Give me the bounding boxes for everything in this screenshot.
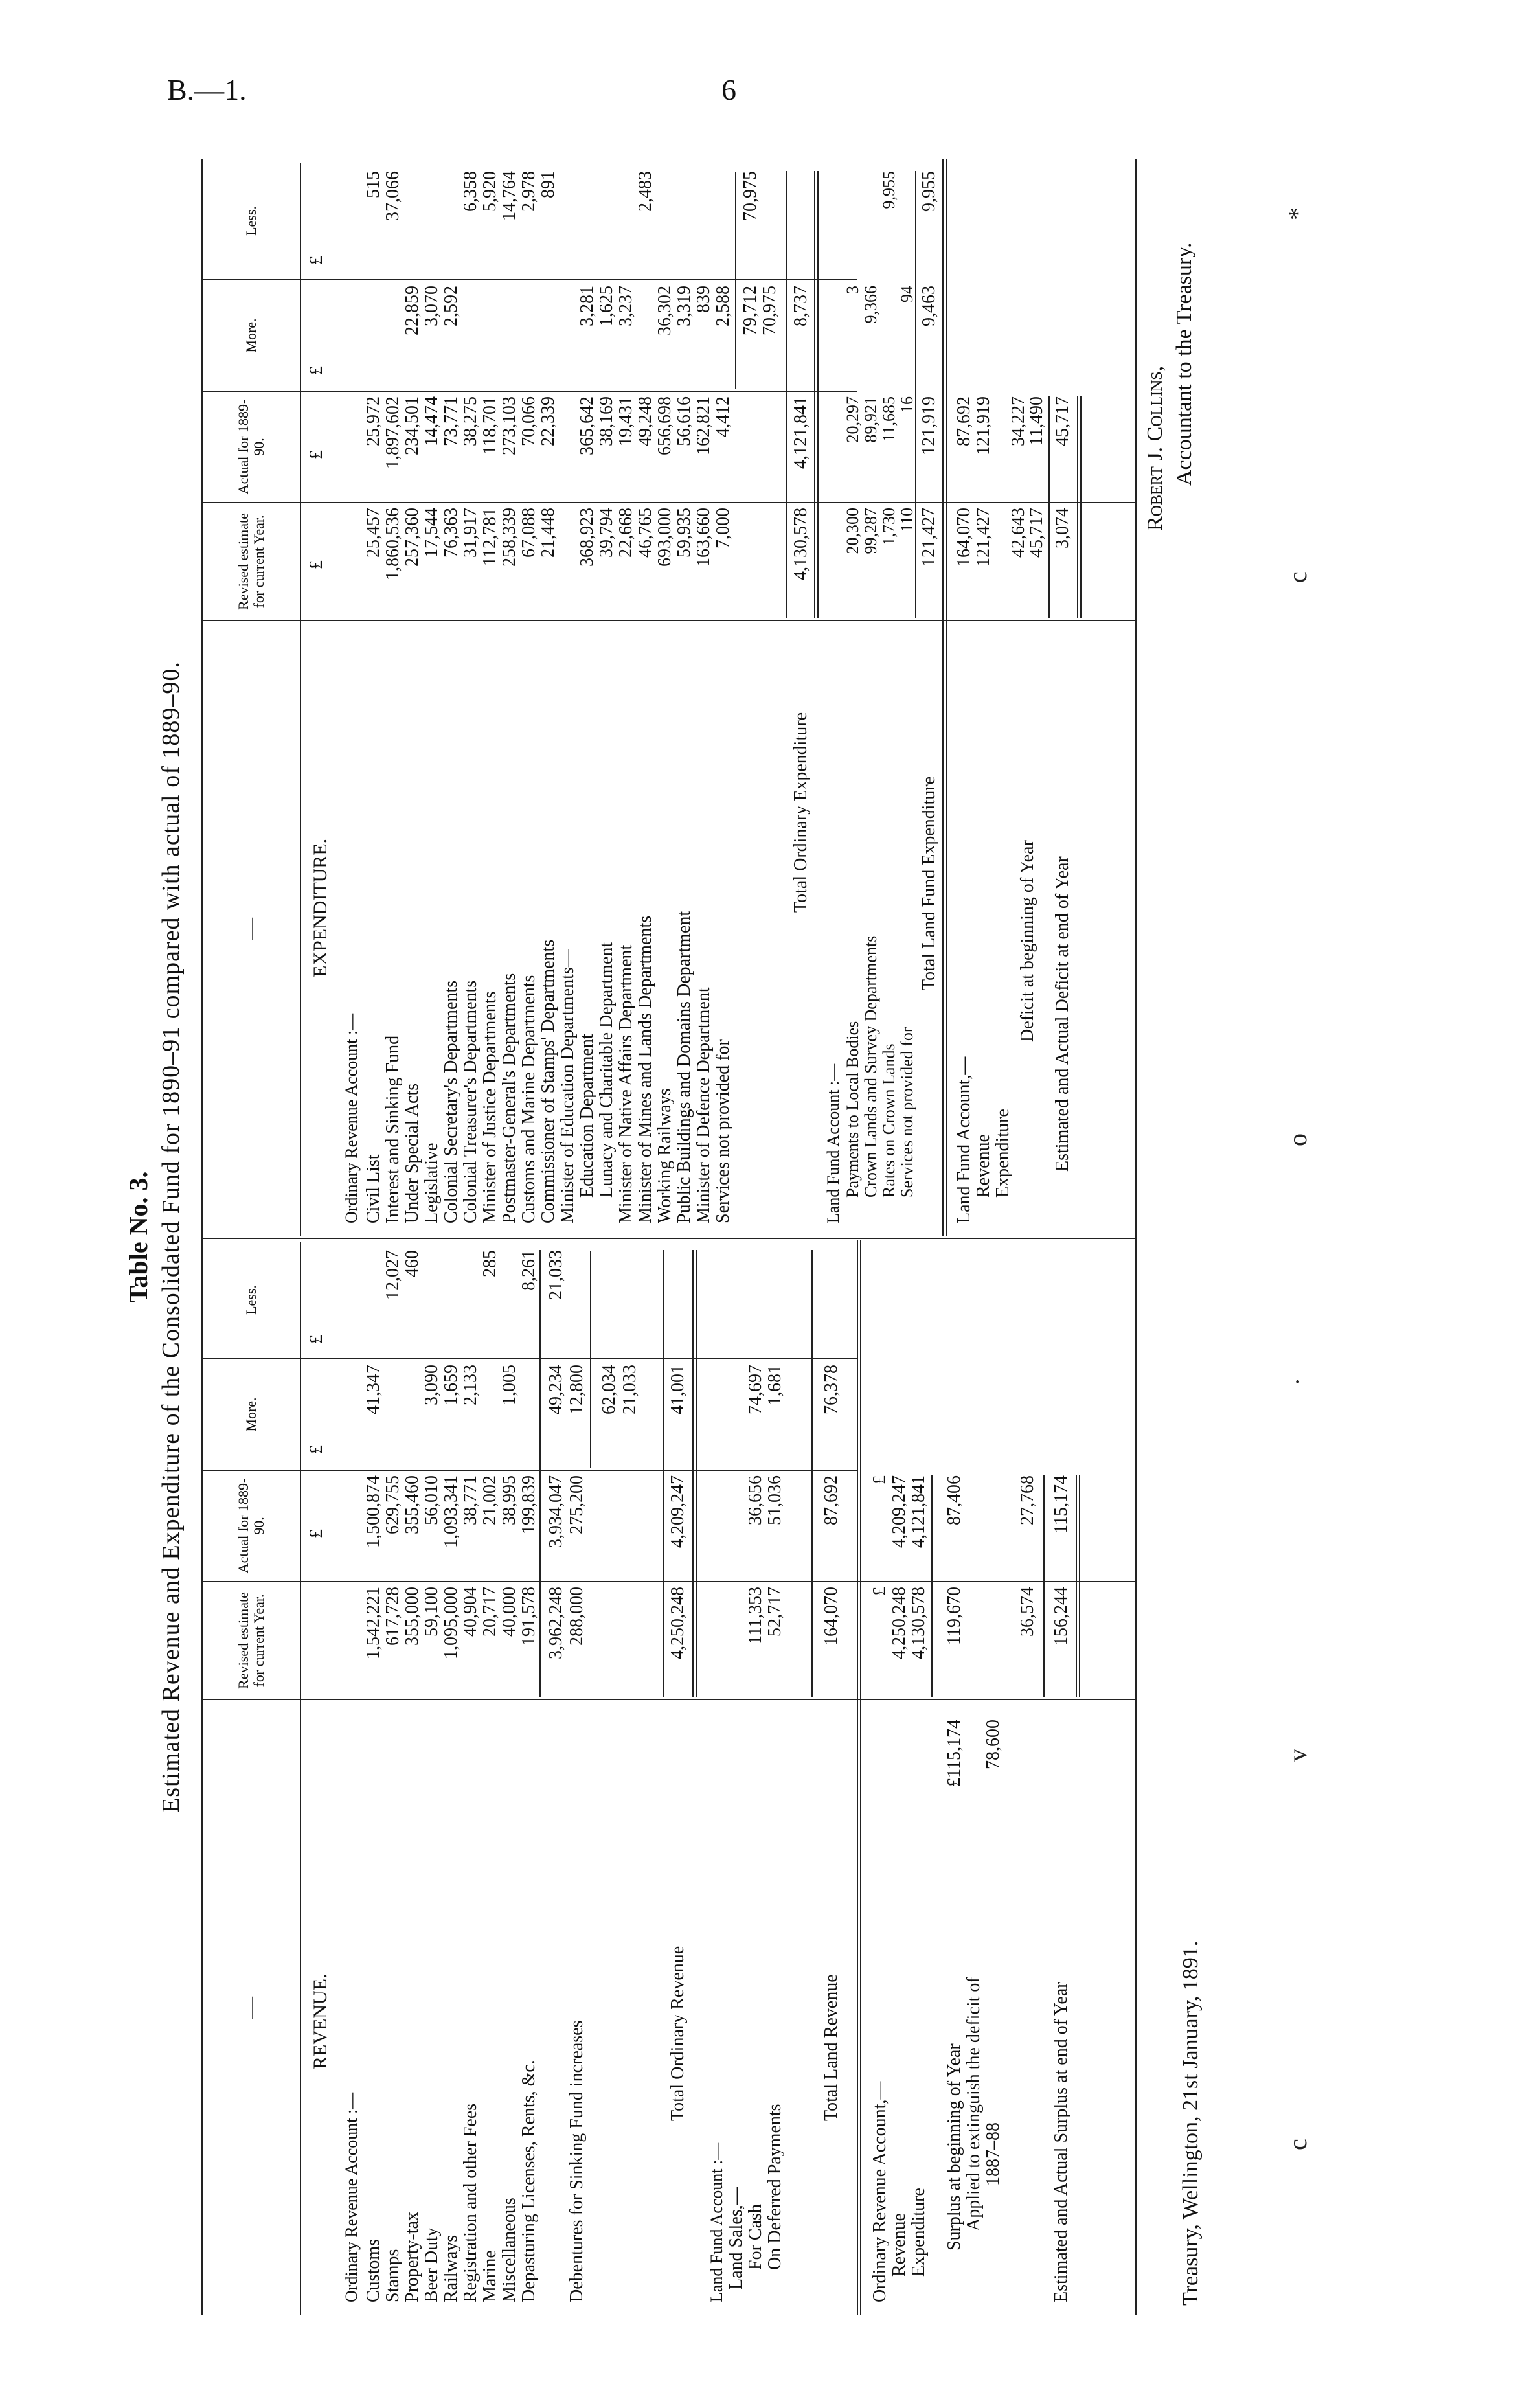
revenue-surplus-applied: Applied to extinguish the deficit of [964, 1977, 984, 2231]
document-reference: B.—1. [167, 73, 247, 106]
expenditure-row-label: Civil List [363, 1154, 383, 1223]
expenditure-land-heading: Land Fund Account :— [824, 1063, 843, 1223]
revenue-total-ordinary-label: Total Ordinary Revenue [668, 1946, 688, 2121]
pound-sign: £ [306, 450, 326, 459]
expenditure-sub-less: 70,975 [740, 171, 760, 221]
expenditure-row-revised: 21,448 [538, 508, 558, 558]
revenue-row-less [460, 1250, 481, 1357]
revenue-ora-revenue-label: Revenue [889, 2213, 909, 2277]
expenditure-row-label: Lunacy and Charitable Department [596, 942, 617, 1198]
revenue-surplus-label: Surplus at beginning of Year [944, 2043, 964, 2251]
expenditure-row-revised: 163,660 [694, 508, 714, 567]
expenditure-row-label: Legislative [422, 1142, 442, 1223]
revenue-row-more [402, 1365, 423, 1468]
expenditure-actual-header: Actual for 1889-90. [203, 392, 301, 502]
expenditure-row-less [402, 171, 423, 278]
rotated-table-sheet [117, 142, 1334, 2332]
expenditure-row-revised: 76,363 [441, 508, 461, 558]
expenditure-row-label: Customs and Marine Departments [519, 975, 539, 1223]
pound-sign: £ [306, 256, 326, 265]
expenditure-row-more: 3,281 [577, 286, 597, 326]
expenditure-row-label: Colonial Treasurer's Departments [460, 980, 481, 1223]
expenditure-row-less [558, 171, 578, 278]
expenditure-row-actual: 73,771 [441, 396, 461, 446]
expenditure-row-more [519, 286, 539, 389]
revenue-row-label: Depasturing Licenses, Rents, &c. [519, 2060, 539, 2302]
revenue-more-header: More. [203, 1359, 301, 1470]
revenue-row-less [499, 1250, 520, 1357]
revenue-debentures-actual: 275,200 [567, 1475, 587, 1534]
pound-sign: £ [306, 366, 326, 375]
expenditure-row-less [694, 171, 714, 278]
expenditure-total-land-label: Total Land Fund Expenditure [919, 776, 939, 990]
expenditure-total-ordinary-more: 8,737 [791, 286, 811, 326]
revenue-ordinary-heading: Ordinary Revenue Account :— [342, 2092, 361, 2302]
expenditure-deficit-actual: 34,227 [1008, 396, 1028, 446]
stray-mark: v [1283, 1749, 1312, 1762]
expenditure-estimated-deficit-actual: 45,717 [1052, 396, 1072, 446]
revenue-debentures-more: 12,800 [567, 1365, 587, 1414]
revenue-surplus-revised2: 36,574 [1017, 1587, 1037, 1637]
expenditure-row-revised [558, 508, 578, 618]
expenditure-total-land-more: 9,463 [919, 286, 939, 326]
stray-mark: · [1283, 1377, 1312, 1386]
expenditure-land-row-actual: 16 [898, 396, 916, 413]
revenue-subtotal-more: 49,234 [546, 1365, 566, 1414]
expenditure-row-actual: 19,431 [616, 396, 636, 446]
expenditure-row-more: 2,588 [713, 286, 733, 326]
expenditure-lfa-revenue-revised: 164,070 [954, 508, 974, 567]
expenditure-row-less [577, 171, 598, 278]
pound-sign: £ [306, 1529, 326, 1538]
revenue-row-actual: 38,771 [460, 1475, 481, 1525]
revenue-row-less: 12,027 [383, 1250, 403, 1300]
revenue-row-label: Marine [480, 2250, 500, 2302]
expenditure-lfa-expenditure-actual: 121,919 [973, 396, 993, 455]
expenditure-row-label: Working Railways [655, 1088, 675, 1223]
expenditure-row-less: 14,764 [499, 171, 519, 221]
expenditure-row-less [596, 171, 617, 278]
expenditure-row-less [655, 171, 675, 278]
expenditure-row-less: 515 [363, 171, 383, 198]
revenue-estimated-surplus-actual: 115,174 [1051, 1475, 1071, 1534]
expenditure-row-more [558, 286, 578, 389]
revenue-surplus-year: 1887–88 [983, 2122, 1003, 2186]
stray-mark: c [1283, 2139, 1312, 2150]
revenue-half [203, 1238, 1135, 2315]
expenditure-row-more [538, 286, 559, 389]
revenue-row-more: 41,347 [363, 1365, 383, 1414]
expenditure-land-row-more: 9,366 [861, 286, 880, 324]
revenue-subtotal-revised: 3,962,248 [546, 1587, 566, 1659]
revenue-surplus-actual2: 27,768 [1017, 1475, 1037, 1525]
revenue-row-more: 1,659 [441, 1365, 461, 1405]
revenue-ora-revenue-revised: 4,250,248 [889, 1587, 909, 1659]
pound-sign: £ [306, 1445, 326, 1454]
revenue-land-row-label: On Deferred Payments [765, 2104, 785, 2270]
expenditure-row-revised: 368,923 [577, 508, 597, 567]
expenditure-total-ordinary-revised: 4,130,578 [791, 508, 811, 580]
revenue-total-ordinary-revised: 4,250,248 [668, 1587, 688, 1659]
revenue-row-revised: 1,542,221 [363, 1587, 383, 1659]
revenue-surplus-applied-amount: 78,600 [983, 1720, 1003, 1769]
expenditure-half [203, 159, 1135, 1236]
expenditure-row-actual: 365,642 [577, 396, 597, 455]
revenue-ora-expenditure-revised: 4,130,578 [909, 1587, 929, 1659]
expenditure-row-revised: 258,339 [499, 508, 519, 567]
revenue-ora-expenditure-label: Expenditure [909, 2188, 929, 2277]
expenditure-row-label: Postmaster-General's Departments [499, 973, 519, 1223]
expenditure-row-more [635, 286, 656, 389]
revenue-total-land-label: Total Land Revenue [821, 1974, 841, 2121]
revenue-land-row-label: For Cash [745, 2204, 765, 2270]
revenue-row-label: Miscellaneous [499, 2198, 519, 2302]
stray-mark: c [1283, 571, 1312, 583]
revenue-debentures-label: Debentures for Sinking Fund increases [567, 2020, 587, 2302]
revenue-total-land-actual: 87,692 [821, 1475, 841, 1525]
expenditure-row-label: Minister of Mines and Lands Departments [635, 915, 655, 1223]
expenditure-row-revised: 693,000 [655, 508, 675, 567]
expenditure-sub-more: 79,712 [740, 286, 760, 335]
revenue-row-less: 8,261 [519, 1250, 539, 1291]
revenue-surplus-amount: £115,174 [944, 1720, 964, 1787]
expenditure-row-revised: 7,000 [713, 508, 733, 549]
expenditure-land-row-revised: 20,300 [843, 508, 862, 554]
expenditure-row-actual: 56,616 [674, 396, 694, 446]
expenditure-row-more: 36,302 [655, 286, 675, 335]
revenue-row-less: 285 [480, 1250, 500, 1277]
revenue-total-land-more: 76,378 [821, 1365, 841, 1414]
expenditure-land-row-more: 3 [843, 286, 862, 294]
revenue-land-heading: Land Fund Account :— [707, 2142, 726, 2302]
revenue-net-more: 62,034 [599, 1365, 619, 1414]
revenue-row-less: 460 [402, 1250, 422, 1277]
expenditure-row-label: Minister of Defence Department [694, 987, 714, 1223]
expenditure-land-row-actual: 89,921 [861, 396, 880, 443]
expenditure-land-row-label: Payments to Local Bodies [843, 1021, 862, 1198]
expenditure-row-less [616, 171, 637, 278]
expenditure-row-actual: 273,103 [499, 396, 519, 455]
expenditure-land-row-revised: 1,730 [879, 508, 898, 546]
expenditure-row-label: Minister of Education Departments— [558, 949, 578, 1223]
expenditure-land-row-label: Rates on Crown Lands [879, 1043, 898, 1198]
revenue-total-ordinary-actual: 4,209,247 [668, 1475, 688, 1548]
table-frame [201, 159, 1137, 2315]
expenditure-total-land-less: 9,955 [919, 171, 939, 212]
revenue-row-actual: 1,093,341 [441, 1475, 461, 1548]
expenditure-estimated-deficit-revised: 3,074 [1052, 508, 1072, 549]
expenditure-land-row-revised: 110 [898, 508, 916, 533]
expenditure-revised-header: Revised estimate for current Year. [203, 503, 301, 620]
expenditure-row-less [422, 171, 442, 278]
expenditure-row-less: 2,978 [519, 171, 539, 212]
expenditure-row-actual [558, 396, 578, 500]
expenditure-deficit-actual2: 11,490 [1026, 396, 1047, 446]
expenditure-ordinary-heading: Ordinary Revenue Account :— [342, 1013, 361, 1223]
expenditure-row-revised: 112,781 [480, 508, 500, 566]
revenue-row-label: Beer Duty [422, 2227, 442, 2302]
page-number: 6 [721, 73, 736, 106]
expenditure-more-header: More. [203, 280, 301, 391]
expenditure-row-label: Services not provided for [713, 1039, 733, 1223]
expenditure-lfa-expenditure-label: Expenditure [993, 1109, 1013, 1198]
revenue-row-more [519, 1365, 539, 1468]
revenue-total-ordinary-more: 41,001 [668, 1365, 688, 1414]
expenditure-row-less [713, 171, 734, 278]
revenue-row-more [383, 1365, 403, 1468]
revenue-land-row-revised: 111,353 [745, 1587, 765, 1644]
expenditure-row-label: Education Department [577, 1034, 597, 1198]
expenditure-row-less [674, 171, 695, 278]
expenditure-land-row-more: 94 [898, 286, 916, 302]
expenditure-row-label: Under Special Acts [402, 1083, 422, 1223]
expenditure-row-more: 3,070 [422, 286, 442, 326]
expenditure-row-less: 891 [538, 171, 558, 198]
expenditure-row-more [460, 286, 481, 389]
expenditure-row-less [441, 171, 462, 278]
revenue-estimated-surplus-revised: 156,244 [1051, 1587, 1071, 1646]
expenditure-row-label: Minister of Justice Departments [480, 991, 500, 1223]
stray-mark: * [1283, 207, 1312, 220]
expenditure-row-actual: 38,169 [596, 396, 617, 446]
revenue-row-revised: 1,095,000 [441, 1587, 461, 1659]
expenditure-row-revised: 1,860,536 [383, 508, 403, 580]
revenue-row-actual: 629,755 [383, 1475, 403, 1534]
expenditure-row-revised: 22,668 [616, 508, 636, 558]
expenditure-row-revised: 257,360 [402, 508, 422, 567]
expenditure-land-row-less: 9,955 [879, 171, 898, 209]
expenditure-lfa-revenue-actual: 87,692 [954, 396, 974, 446]
revenue-surplus-revised: 119,670 [944, 1587, 964, 1645]
expenditure-row-actual: 22,339 [538, 396, 558, 446]
revenue-land-row-more: 74,697 [745, 1365, 765, 1414]
expenditure-row-actual: 70,066 [519, 396, 539, 446]
expenditure-row-less: 6,358 [460, 171, 481, 212]
revenue-row-less [441, 1250, 462, 1357]
revenue-row-actual: 21,002 [480, 1475, 500, 1525]
expenditure-row-more [499, 286, 520, 389]
revenue-row-label: Stamps [383, 2249, 403, 2302]
revenue-row-actual: 1,500,874 [363, 1475, 383, 1548]
revenue-row-less [363, 1250, 384, 1357]
revenue-subtotal-actual: 3,934,047 [546, 1475, 566, 1548]
signature-name: Robert J. Collins, [1143, 365, 1167, 531]
expenditure-row-less: 2,483 [635, 171, 655, 212]
expenditure-land-row-revised: 99,287 [861, 508, 880, 554]
pound-sign: £ [306, 560, 326, 569]
expenditure-row-more [383, 286, 403, 389]
expenditure-row-actual: 118,701 [480, 396, 500, 455]
revenue-row-label: Customs [363, 2238, 383, 2302]
expenditure-row-revised: 59,935 [674, 508, 694, 558]
revenue-land-row-revised: 52,717 [765, 1587, 785, 1637]
revenue-land-row-actual: 36,656 [745, 1475, 765, 1525]
revenue-revised-header: Revised estimate for current Year. [203, 1582, 301, 1699]
footer-place-date: Treasury, Wellington, 21st January, 1891. [1179, 1940, 1203, 2306]
revenue-estimated-surplus-label: Estimated and Actual Surplus at end of Year [1051, 1982, 1071, 2302]
revenue-heading: REVENUE. [310, 1973, 331, 2069]
revenue-total-land-revised: 164,070 [821, 1587, 841, 1646]
revenue-land-sales: Land Sales,— [726, 2187, 746, 2289]
expenditure-row-revised: 17,544 [422, 508, 442, 558]
expenditure-row-label: Interest and Sinking Fund [383, 1035, 403, 1223]
expenditure-total-ordinary-label: Total Ordinary Expenditure [791, 712, 811, 913]
revenue-net-less: 21,033 [620, 1365, 640, 1414]
revenue-ora-label: Ordinary Revenue Account,— [870, 2081, 890, 2302]
expenditure-land-row-label: Crown Lands and Survey Departments [861, 935, 880, 1198]
expenditure-row-more: 3,237 [616, 286, 636, 326]
revenue-debentures-revised: 288,000 [567, 1587, 587, 1646]
expenditure-total-ordinary-actual: 4,121,841 [791, 396, 811, 469]
expenditure-deficit-revised2: 45,717 [1026, 508, 1047, 558]
expenditure-row-actual: 38,275 [460, 396, 481, 446]
revenue-row-actual: 38,995 [499, 1475, 519, 1525]
revenue-row-revised: 59,100 [422, 1587, 442, 1637]
revenue-row-revised: 617,728 [383, 1587, 403, 1646]
revenue-row-label: Registration and other Fees [460, 2103, 481, 2302]
revenue-row-label: Railways [441, 2234, 461, 2302]
expenditure-lfa-revenue-label: Revenue [973, 1134, 993, 1198]
expenditure-land-row-actual: 11,685 [879, 396, 898, 442]
expenditure-row-label: Commissioner of Stamps' Departments [538, 939, 558, 1223]
revenue-row-actual: 199,839 [519, 1475, 539, 1534]
revenue-dash-header: — [203, 1700, 301, 2315]
expenditure-heading: EXPENDITURE. [310, 838, 331, 977]
revenue-row-label: Property-tax [402, 2212, 422, 2302]
expenditure-lfa-expenditure-revised: 121,427 [973, 508, 993, 567]
revenue-row-more: 3,090 [422, 1365, 442, 1405]
revenue-ora-revenue-actual: 4,209,247 [889, 1475, 909, 1548]
pound-sign: £ [306, 1335, 326, 1344]
revenue-row-actual: 56,010 [422, 1475, 442, 1525]
pound-sign: £ [870, 1587, 890, 1596]
expenditure-deficit-label: Deficit at beginning of Year [1017, 840, 1037, 1042]
revenue-surplus-actual: 87,406 [944, 1475, 964, 1525]
expenditure-row-revised: 31,917 [460, 508, 481, 558]
expenditure-row-more: 1,625 [596, 286, 617, 326]
expenditure-land-row-actual: 20,297 [843, 396, 862, 443]
expenditure-row-actual: 49,248 [635, 396, 655, 446]
expenditure-row-more: 2,592 [441, 286, 461, 326]
expenditure-lfa-label: Land Fund Account,— [954, 1056, 974, 1223]
revenue-row-actual: 355,460 [402, 1475, 422, 1534]
expenditure-row-label: Minister of Native Affairs Department [616, 944, 636, 1223]
revenue-row-revised: 355,000 [402, 1587, 422, 1646]
expenditure-row-actual: 162,821 [694, 396, 714, 455]
revenue-row-less [422, 1250, 442, 1357]
stray-mark: o [1283, 1133, 1312, 1146]
expenditure-row-revised: 46,765 [635, 508, 655, 558]
revenue-subtotal-less: 21,033 [546, 1250, 566, 1300]
expenditure-row-label: Colonial Secretary's Departments [441, 980, 461, 1223]
expenditure-row-actual: 1,897,602 [383, 396, 403, 469]
revenue-ora-expenditure-actual: 4,121,841 [909, 1475, 929, 1548]
expenditure-row-less: 37,066 [383, 171, 403, 221]
expenditure-land-row-label: Services not provided for [898, 1027, 916, 1198]
expenditure-row-label: Public Buildings and Domains Department [674, 911, 694, 1223]
expenditure-row-more: 22,859 [402, 286, 422, 335]
revenue-row-more [480, 1365, 501, 1468]
revenue-actual-header: Actual for 1889-90. [203, 1471, 301, 1581]
expenditure-row-revised: 39,794 [596, 508, 617, 558]
expenditure-row-actual: 234,501 [402, 396, 422, 455]
expenditure-row-actual: 14,474 [422, 396, 442, 446]
expenditure-row-more [363, 286, 384, 389]
expenditure-estimated-deficit-label: Estimated and Actual Deficit at end of Year [1052, 856, 1072, 1172]
pound-sign: £ [870, 1475, 890, 1484]
table-subtitle: Estimated Revenue and Expenditure of the Consolidated Fund for 1890–91 compared with actual of 1889–90. [157, 661, 185, 1813]
expenditure-row-more: 3,319 [674, 286, 694, 326]
revenue-land-row-more: 1,681 [765, 1365, 785, 1405]
expenditure-less-header: Less. [203, 163, 301, 279]
table-number: Table No. 3. [124, 1171, 153, 1303]
revenue-row-revised: 20,717 [480, 1587, 500, 1637]
revenue-row-revised: 40,904 [460, 1587, 481, 1637]
expenditure-row-revised: 67,088 [519, 508, 539, 558]
revenue-row-revised: 191,578 [519, 1587, 539, 1646]
expenditure-total-land-revised: 121,427 [919, 508, 939, 567]
expenditure-sub-more2: 70,975 [760, 286, 780, 335]
revenue-land-row-actual: 51,036 [765, 1475, 785, 1525]
expenditure-dash-header: — [203, 621, 301, 1236]
expenditure-row-actual: 656,698 [655, 396, 675, 455]
revenue-row-revised: 40,000 [499, 1587, 519, 1637]
expenditure-row-more: 839 [694, 286, 714, 313]
signature-title: Accountant to the Treasury. [1172, 242, 1196, 486]
expenditure-row-revised: 25,457 [363, 508, 383, 558]
expenditure-deficit-revised: 42,643 [1008, 508, 1028, 558]
expenditure-total-land-actual: 121,919 [919, 396, 939, 455]
revenue-less-header: Less. [203, 1242, 301, 1358]
revenue-row-more: 1,005 [499, 1365, 519, 1405]
expenditure-row-actual: 25,972 [363, 396, 383, 446]
revenue-row-more: 2,133 [460, 1365, 481, 1405]
expenditure-row-actual: 4,412 [713, 396, 733, 437]
expenditure-row-more [480, 286, 501, 389]
expenditure-row-less: 5,920 [480, 171, 500, 212]
